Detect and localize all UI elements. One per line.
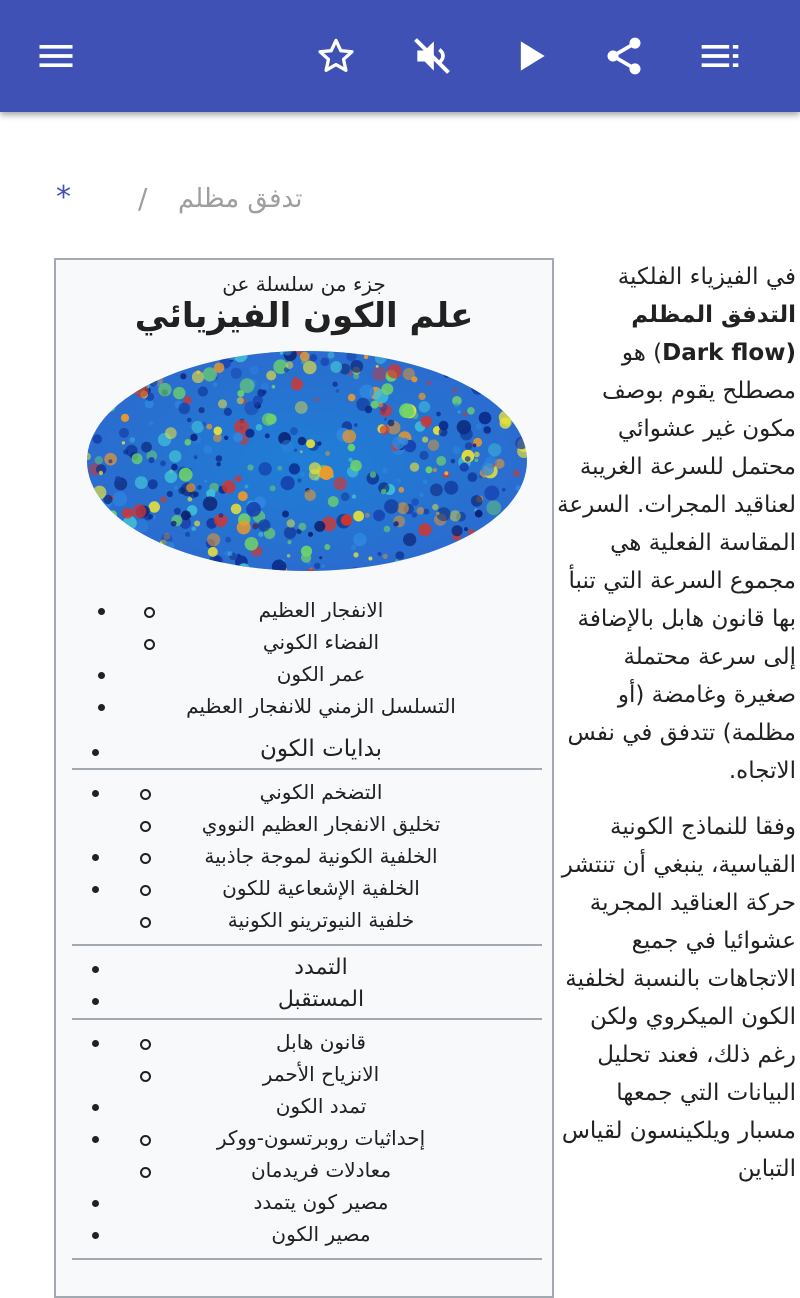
breadcrumb bbox=[50, 180, 750, 220]
list-item-label: مصير كون يتمدد bbox=[253, 1190, 389, 1214]
list-item[interactable] bbox=[56, 842, 552, 874]
infobox-subtitle: جزء من سلسلة عن bbox=[222, 272, 386, 296]
list-item-label: التمدد bbox=[294, 955, 348, 980]
list-item[interactable] bbox=[56, 1124, 552, 1156]
list-item[interactable] bbox=[56, 628, 552, 660]
list-item-label: الخلفية الكونية لموجة جاذبية bbox=[204, 844, 438, 868]
list-heading[interactable] bbox=[56, 736, 552, 768]
list-item[interactable] bbox=[56, 1028, 552, 1060]
app-bar bbox=[0, 0, 800, 112]
list-item-label: عمر الكون bbox=[276, 662, 366, 686]
list-heading-label: بدايات الكون bbox=[259, 736, 383, 762]
volume-off-icon[interactable] bbox=[404, 28, 460, 84]
infobox-title: علم الكون الفيزيائي bbox=[134, 296, 474, 336]
divider bbox=[72, 944, 542, 946]
list-item[interactable] bbox=[56, 660, 552, 692]
divider bbox=[72, 768, 542, 770]
article-body bbox=[556, 258, 796, 1206]
list-item-label: التضخم الكوني bbox=[259, 780, 383, 804]
list-item-label: الانزياح الأحمر bbox=[262, 1062, 380, 1086]
list-item[interactable] bbox=[56, 1092, 552, 1124]
list-item[interactable] bbox=[56, 692, 552, 724]
list-item[interactable] bbox=[56, 954, 552, 986]
list-item[interactable] bbox=[56, 810, 552, 842]
list-item[interactable] bbox=[56, 778, 552, 810]
infobox bbox=[54, 258, 554, 1298]
breadcrumb-separator: / bbox=[138, 182, 148, 215]
list-item[interactable] bbox=[56, 906, 552, 938]
list-item-label: تخليق الانفجار العظيم النووي bbox=[201, 812, 441, 836]
list-item-label: إحداثيات روبرتسون-ووكر bbox=[216, 1126, 426, 1150]
toc-icon[interactable] bbox=[692, 28, 748, 84]
article-paragraph: وفقا للنماذج الكونية القياسية، ينبغي أن تنتشر حركة العناقيد المجرية عشوائيا في جميع الاتجاهات بالنسبة لخلفية الكون الميكروي ولكن رغم ذلك، فعند تحليل البيانات التي جمعها مسبار ويلكينسون لقياس التباين bbox=[561, 814, 796, 1182]
list-item-label: خلفية النيوترينو الكونية bbox=[227, 908, 415, 932]
list-item-label: تمدد الكون bbox=[275, 1094, 367, 1118]
list-item-label: قانون هابل bbox=[276, 1030, 366, 1054]
star-icon[interactable] bbox=[308, 28, 364, 84]
list-item-label: الخلفية الإشعاعية للكون bbox=[222, 876, 420, 900]
divider bbox=[72, 1258, 542, 1260]
list-item-label: مصير الكون bbox=[271, 1222, 371, 1246]
article-paragraph: في الفيزياء الفلكية التدفق المظلم (Dark flow) هو مصطلح يقوم بوصف مكون غير عشوائي محتمل للسرعة الغريبة لعناقيد المجرات. السرعة المقاسة الفعلية هي مجموع السرعة التي تنبأ بها قانون هابل بالإضافة إلى سرعة محتملة صغيرة وغامضة (أو مظلمة) تتدفق في نفس الاتجاه. bbox=[557, 264, 796, 784]
cmb-map-image[interactable] bbox=[86, 350, 528, 572]
list-item[interactable] bbox=[56, 1188, 552, 1220]
breadcrumb-current: تدفق مظلم bbox=[178, 184, 303, 214]
list-item-label: الانفجار العظيم bbox=[258, 598, 384, 622]
list-item-label: الفضاء الكوني bbox=[262, 630, 380, 654]
list-item[interactable] bbox=[56, 1220, 552, 1252]
list-item[interactable] bbox=[56, 1060, 552, 1092]
list-item[interactable] bbox=[56, 986, 552, 1018]
list-item[interactable] bbox=[56, 1156, 552, 1188]
list-item[interactable] bbox=[56, 596, 552, 628]
divider bbox=[72, 1018, 542, 1020]
breadcrumb-root-link[interactable]: * bbox=[56, 180, 71, 215]
list-item-label: التسلسل الزمني للانفجار العظيم bbox=[186, 694, 456, 718]
list-item-label: معادلات فريدمان bbox=[250, 1158, 392, 1182]
play-icon[interactable] bbox=[502, 28, 558, 84]
list-item[interactable] bbox=[56, 874, 552, 906]
share-icon[interactable] bbox=[596, 28, 652, 84]
menu-icon[interactable] bbox=[28, 28, 84, 84]
list-item-label: المستقبل bbox=[277, 987, 365, 1012]
